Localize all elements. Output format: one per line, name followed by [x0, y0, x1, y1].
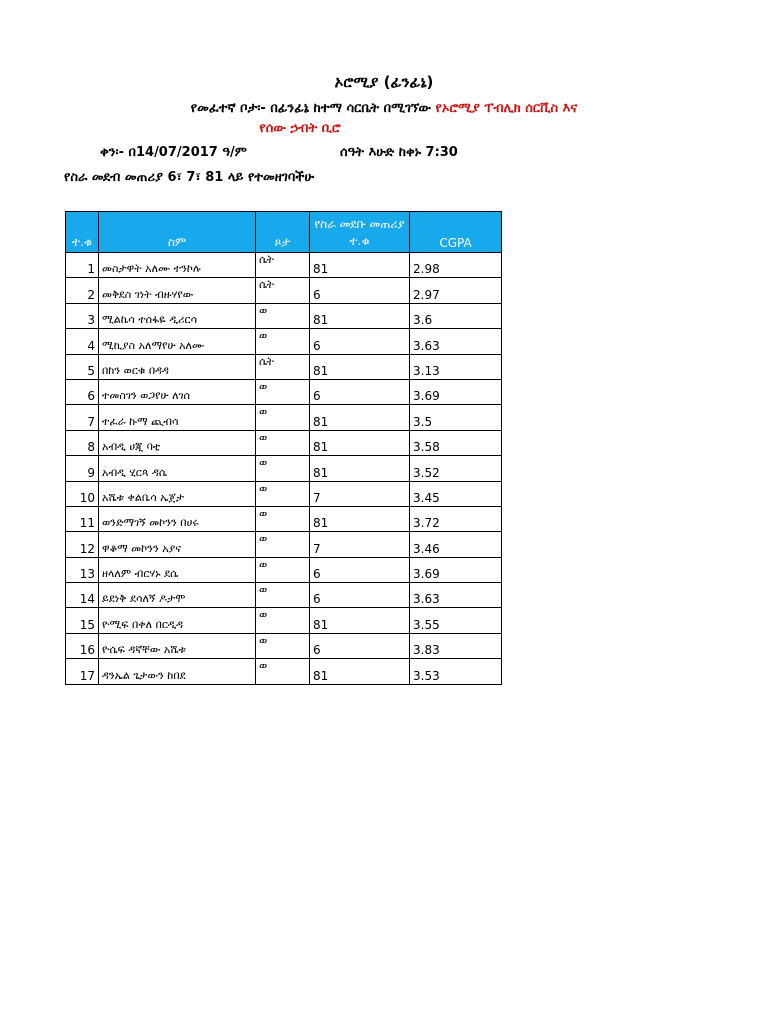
candidate-gender: ወ: [256, 506, 310, 531]
table-row: [66, 278, 502, 303]
col-header-gender: ጾታ: [256, 212, 310, 253]
candidate-cgpa: 3.72: [410, 506, 502, 531]
row-number: 7: [66, 405, 99, 430]
table-row: [66, 557, 502, 582]
location-office-line2: የሰው ኃብት ቢሮ: [259, 121, 341, 136]
candidate-name: ተፈራ ኩማ ጪብሳ: [99, 405, 256, 430]
candidate-gender: ወ: [256, 405, 310, 430]
candidate-gender: ወ: [256, 659, 310, 684]
candidate-name: ይደነቅ ደሳለኝ ዶታሞ: [99, 583, 256, 608]
candidate-name: አብዲ ሂርጳ ዳሴ: [99, 456, 256, 481]
candidate-gender: ወ: [256, 379, 310, 404]
location-prefix: የመፈተኛ ቦታ፡- በፊንፊኔ ከተማ ሳርቤት በሚገኘው: [190, 101, 432, 116]
table-row: [66, 481, 502, 506]
position-number: 6: [310, 557, 410, 582]
candidate-gender: ወ: [256, 430, 310, 455]
row-number: 12: [66, 532, 99, 557]
position-number: 6: [310, 329, 410, 354]
col-header-cgpa: CGPA: [410, 212, 502, 253]
table-row: [66, 633, 502, 658]
col-header-number: ተ.ቁ: [66, 212, 99, 253]
table-row: [66, 405, 502, 430]
candidate-gender: ወ: [256, 557, 310, 582]
candidate-cgpa: 3.45: [410, 481, 502, 506]
candidate-gender: ወ: [256, 633, 310, 658]
candidate-cgpa: 3.69: [410, 379, 502, 404]
table-row: [66, 354, 502, 379]
position-number: 6: [310, 583, 410, 608]
row-number: 17: [66, 659, 99, 684]
candidate-cgpa: 3.5: [410, 405, 502, 430]
position-number: 6: [310, 278, 410, 303]
position-number: 81: [310, 456, 410, 481]
candidate-name: ሚልኬሳ ተሰፋዬ ዲሪርሳ: [99, 303, 256, 328]
position-number: 7: [310, 481, 410, 506]
candidate-cgpa: 3.83: [410, 633, 502, 658]
candidate-name: ዮሴፍ ዳኛቸው አሼቱ: [99, 633, 256, 658]
row-number: 1: [66, 253, 99, 278]
table-row: [66, 329, 502, 354]
candidate-cgpa: 3.63: [410, 583, 502, 608]
candidate-gender: ሴት: [256, 278, 310, 303]
candidate-cgpa: 3.46: [410, 532, 502, 557]
position-number: 81: [310, 608, 410, 633]
row-number: 8: [66, 430, 99, 455]
position-note: የስራ መደብ መጠሪያ 6፣ 7፣ 81 ላይ የተመዘገባችሁ: [64, 170, 315, 185]
position-number: 81: [310, 253, 410, 278]
candidate-cgpa: 2.98: [410, 253, 502, 278]
candidate-cgpa: 3.6: [410, 303, 502, 328]
table-row: [66, 608, 502, 633]
position-number: 6: [310, 379, 410, 404]
candidate-cgpa: 3.63: [410, 329, 502, 354]
exam-time: ሰዓት እሁድ ከቀኑ 7:30: [340, 145, 458, 160]
candidate-name: በከን ወርቁ በዳዳ: [99, 354, 256, 379]
position-number: 6: [310, 633, 410, 658]
candidate-name: ተመስገን ወጋየሁ ለገሰ: [99, 379, 256, 404]
row-number: 13: [66, 557, 99, 582]
candidate-gender: ወ: [256, 583, 310, 608]
row-number: 4: [66, 329, 99, 354]
candidate-name: ዳንኤል ጌታውን ከበደ: [99, 659, 256, 684]
candidate-cgpa: 3.13: [410, 354, 502, 379]
row-number: 14: [66, 583, 99, 608]
candidate-gender: ወ: [256, 481, 310, 506]
candidate-gender: ወ: [256, 456, 310, 481]
table-row: [66, 583, 502, 608]
candidate-cgpa: 3.69: [410, 557, 502, 582]
candidate-name: ዋቆማ መኮንን አያና: [99, 532, 256, 557]
position-number: 81: [310, 303, 410, 328]
candidate-cgpa: 3.58: [410, 430, 502, 455]
table-row: [66, 456, 502, 481]
table-row: [66, 659, 502, 684]
position-number: 81: [310, 405, 410, 430]
exam-date: ቀን፡- በ14/07/2017 ዓ/ም: [100, 145, 247, 160]
candidate-cgpa: 3.53: [410, 659, 502, 684]
row-number: 16: [66, 633, 99, 658]
candidate-gender: ወ: [256, 329, 310, 354]
candidate-name: ወንድማገኝ መኮንን በሀሩ: [99, 506, 256, 531]
row-number: 6: [66, 379, 99, 404]
table-row: [66, 532, 502, 557]
table-row: [66, 253, 502, 278]
page-title: ኦሮሚያ (ፊንፊኔ): [334, 73, 434, 91]
candidate-gender: ወ: [256, 608, 310, 633]
row-number: 2: [66, 278, 99, 303]
position-number: 81: [310, 659, 410, 684]
position-number: 81: [310, 506, 410, 531]
location-office: የኦሮሚያ ፐብሊክ ሰርቪስ እና: [435, 101, 578, 116]
col-header-position: የስራ መደቡ መጠሪያ ተ.ቁ: [310, 212, 410, 253]
candidate-cgpa: 3.55: [410, 608, 502, 633]
exam-location: [0, 101, 768, 116]
candidate-gender: ሴት: [256, 253, 310, 278]
table-row: [66, 430, 502, 455]
candidate-cgpa: 2.97: [410, 278, 502, 303]
position-number: 81: [310, 430, 410, 455]
table-row: [66, 379, 502, 404]
candidate-cgpa: 3.52: [410, 456, 502, 481]
row-number: 3: [66, 303, 99, 328]
candidate-name: መቅደስ ገነት ብዙሃየው: [99, 278, 256, 303]
candidate-name: መስታዋት አለሙ ተንኮሉ: [99, 253, 256, 278]
candidate-name: ሚኪያስ አለማየሁ አለሙ: [99, 329, 256, 354]
col-header-name: ስም: [99, 212, 256, 253]
position-number: 81: [310, 354, 410, 379]
row-number: 15: [66, 608, 99, 633]
candidate-table: [65, 211, 502, 685]
position-number: 7: [310, 532, 410, 557]
table-row: [66, 303, 502, 328]
row-number: 10: [66, 481, 99, 506]
row-number: 5: [66, 354, 99, 379]
table-row: [66, 506, 502, 531]
candidate-name: ዮሚፍ በቀለ በርዲዳ: [99, 608, 256, 633]
candidate-name: አሼቱ ቀልቤሳ ኤጀታ: [99, 481, 256, 506]
table-header-row: [66, 212, 502, 253]
candidate-gender: ወ: [256, 532, 310, 557]
candidate-gender: ሴት: [256, 354, 310, 379]
row-number: 9: [66, 456, 99, 481]
table-body: [66, 253, 502, 685]
row-number: 11: [66, 506, 99, 531]
candidate-name: አብዲ ሀጂ ባቲ: [99, 430, 256, 455]
candidate-gender: ወ: [256, 303, 310, 328]
candidate-name: ዘላለም ብርሃኑ ደሴ: [99, 557, 256, 582]
